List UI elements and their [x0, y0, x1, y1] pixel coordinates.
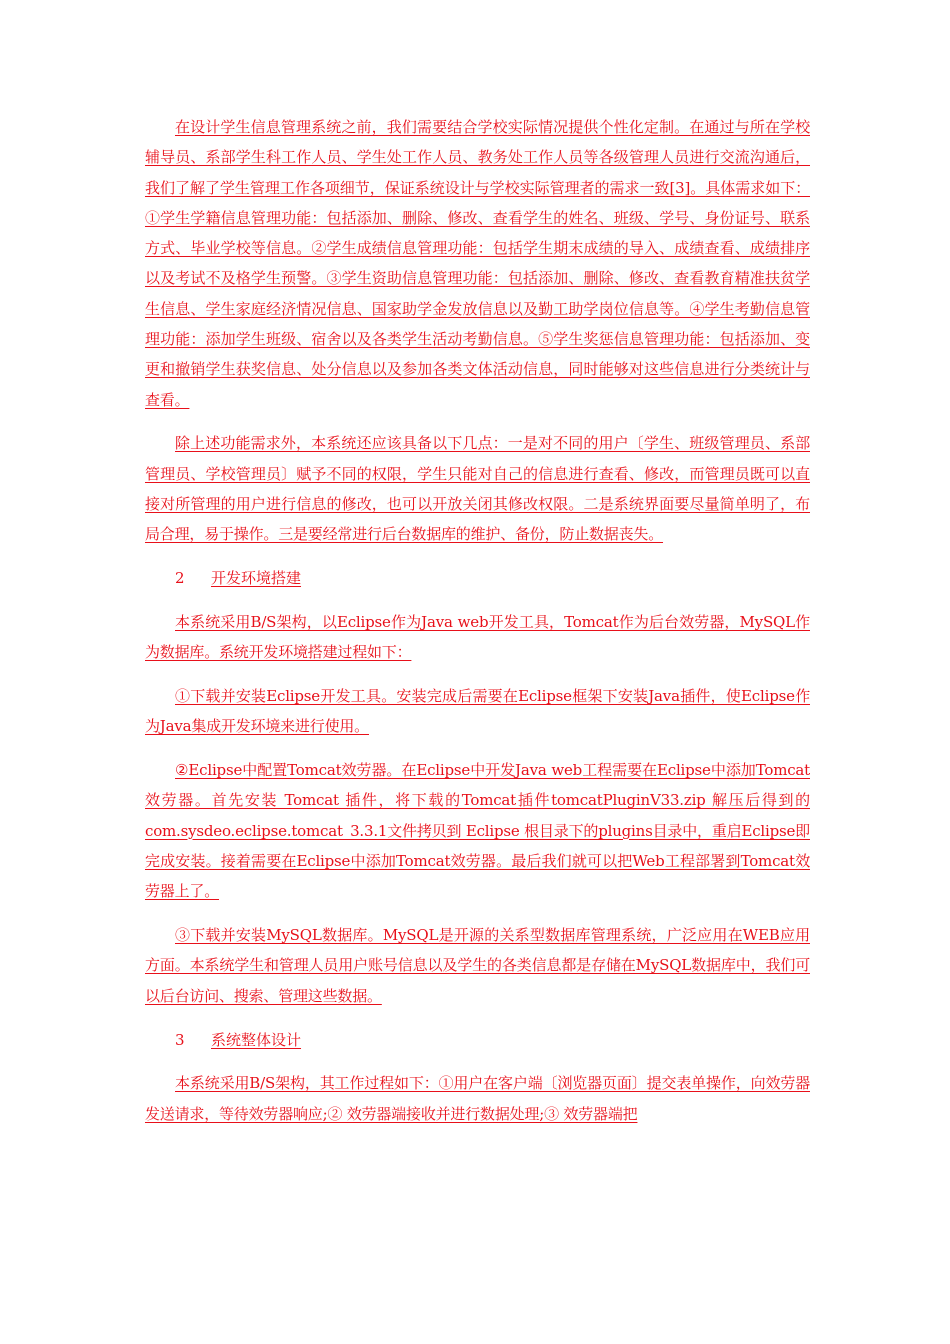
eclipse-install-paragraph: ①下载并安装Eclipse开发工具。安装完成后需要在Eclipse框架下安装Java插件，使Eclipse作为Java集成开发环境来进行使用。: [145, 687, 810, 736]
section-title: 开发环境搭建: [211, 569, 302, 588]
additional-requirements-paragraph: 除上述功能需求外，本系统还应该具备以下几点：一是对不同的用户〔学生、班级管理员、系部管理员、学校管理员〕赋予不同的权限，学生只能对自己的信息进行查看、修改，而管理员既可以直接对所管理的用户进行信息的修改，也可以开放关闭其修改权限。二是系统界面要尽量简单明了，布局合理，易于操作。三是要经常进行后台数据库的维护、备份，防止数据丧失。: [145, 434, 810, 544]
section-number: 2: [175, 569, 185, 588]
tomcat-config-paragraph: ②Eclipse中配置Tomcat效劳器。在Eclipse中开发Java web工程需要在Eclipse中添加Tomcat效劳器。首先安装 Tomcat 插件，将下载的Tomcat插件tomcatPluginV33.zip 解压后得到的com.sysdeo.eclipse.tomcat_3.3.1文件拷贝到 Eclipse 根目录下的plugins目录中，重启Eclipse即完成安装。接着需要在Eclipse中添加Tomcat效劳器。最后我们就可以把Web工程部署到Tomcat效劳器上了。: [145, 761, 810, 901]
section-number: 3: [175, 1030, 185, 1049]
section-heading-system-design: [145, 1025, 810, 1055]
document-body: [145, 112, 810, 1142]
section-title: 系统整体设计: [211, 1030, 302, 1049]
requirements-paragraph: 在设计学生信息管理系统之前，我们需要结合学校实际情况提供个性化定制。在通过与所在学校辅导员、系部学生科工作人员、学生处工作人员、教务处工作人员等各级管理人员进行交流沟通后，我们了解了学生管理工作各项细节，保证系统设计与学校实际管理者的需求一致[3]。具体需求如下：①学生学籍信息管理功能：包括添加、删除、修改、查看学生的姓名、班级、学号、身份证号、联系方式、毕业学校等信息。②学生成绩信息管理功能：包括学生期末成绩的导入、成绩查看、成绩排序以及考试不及格学生预警。③学生资助信息管理功能：包括添加、删除、修改、查看教育精准扶贫学生信息、学生家庭经济情况信息、国家助学金发放信息以及勤工助学岗位信息等。④学生考勤信息管理功能：添加学生班级、宿舍以及各类学生活动考勤信息。⑤学生奖惩信息管理功能：包括添加、变更和撤销学生获奖信息、处分信息以及参加各类文体活动信息，同时能够对这些信息进行分类统计与查看。: [145, 118, 810, 409]
section-heading-dev-env: [145, 563, 810, 593]
dev-env-intro-paragraph: 本系统采用B/S架构，以Eclipse作为Java web开发工具，Tomcat作为后台效劳器，MySQL作为数据库。系统开发环境搭建过程如下：: [145, 612, 810, 662]
mysql-install-paragraph: ③下载并安装MySQL数据库。MySQL是开源的关系型数据库管理系统，广泛应用在WEB应用方面。本系统学生和管理人员用户账号信息以及学生的各类信息都是存储在MySQL数据库中，我们可以后台访问、搜索、管理这些数据。: [145, 926, 810, 1005]
system-design-paragraph: 本系统采用B/S架构，其工作过程如下：①用户在客户端〔浏览器页面〕提交表单操作，向效劳器发送请求，等待效劳器响应;② 效劳器端接收并进行数据处理;③ 效劳器端把: [145, 1074, 810, 1123]
